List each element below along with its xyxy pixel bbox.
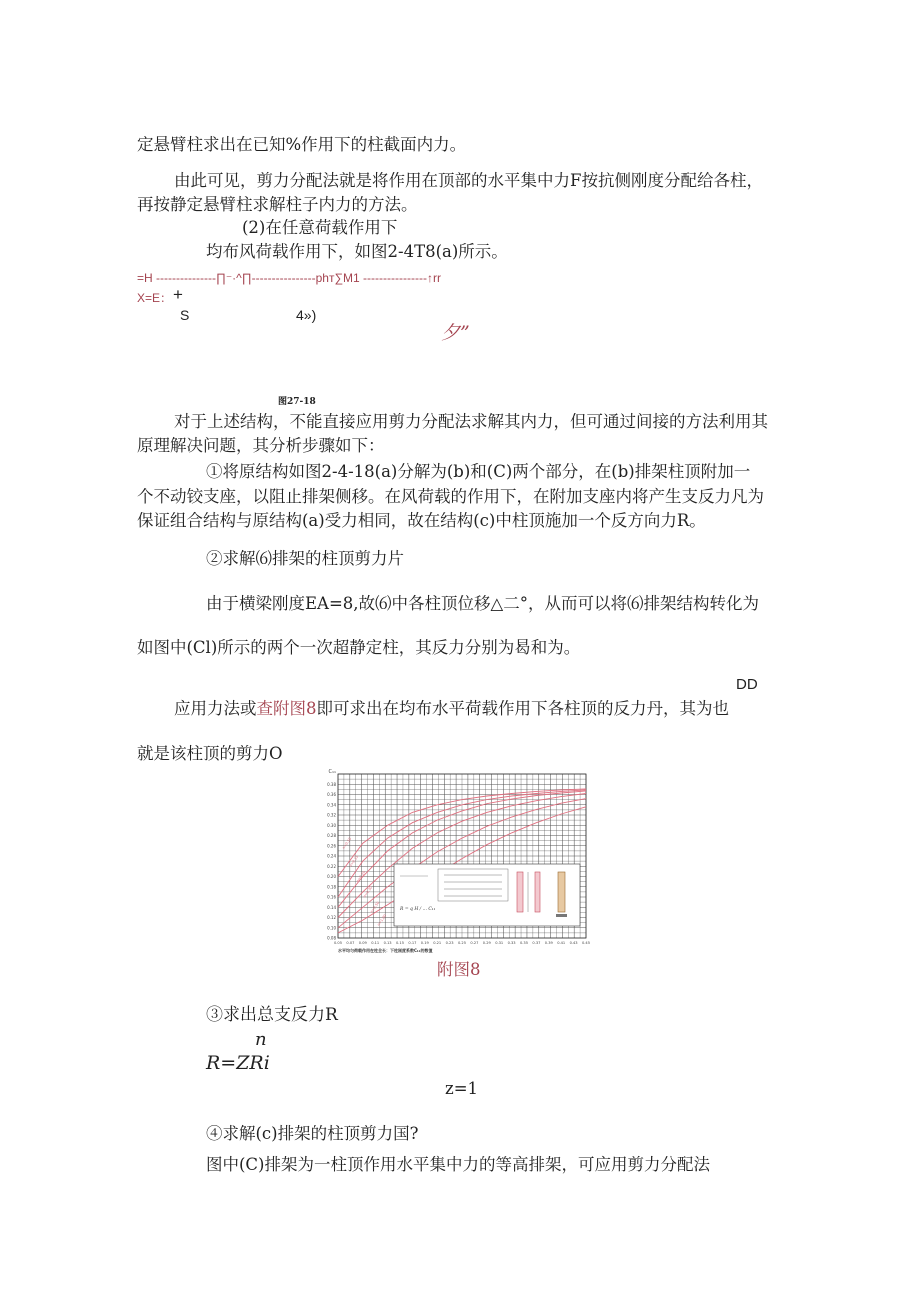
x-tick-label: 0.43 <box>569 941 578 945</box>
chart-svg <box>318 768 594 956</box>
x-tick-label: 0.17 <box>408 941 417 945</box>
text-line-5: 均布风荷载作用下，如图2-4T8(a)所示。 <box>206 242 508 261</box>
inset-column-3 <box>558 872 565 912</box>
section-heading-2: (2)在任意荷载作用下 <box>242 218 398 237</box>
step-3a-pre: 应用力法或 <box>174 699 257 718</box>
formula-n: n <box>255 1029 267 1050</box>
series-label: n=0.50 <box>369 900 381 914</box>
y-tick-label: 0.30 <box>327 822 336 828</box>
x-tick-label: 0.35 <box>519 941 529 945</box>
y-tick-label: 0.20 <box>327 874 336 879</box>
x-tick-label: 0.33 <box>507 941 516 945</box>
x-tick-label: 0.15 <box>395 941 405 945</box>
x-tick-label: 0.45 <box>581 941 591 945</box>
x-tick-label: 0.31 <box>495 941 504 945</box>
x-tick-label: 0.39 <box>544 941 553 945</box>
y-tick-label: 0.26 <box>327 843 336 849</box>
step-6: 图中(C)排架为一柱顶作用水平集中力的等高排架，可应用剪力分配法 <box>206 1155 710 1174</box>
y-tick-label: 0.28 <box>327 833 336 838</box>
inset-column-2 <box>535 872 540 912</box>
step-4: ③求出总支反力R <box>206 1005 338 1025</box>
garbled-line-1: =H ---------------∏⁻·^∏----------------phт∑M1 ----------------↑rr <box>137 271 441 285</box>
x-tick-label: 0.29 <box>482 941 491 945</box>
inset-column-1 <box>517 872 523 912</box>
y-axis-label: C₁₁ <box>328 769 336 775</box>
x-tick-label: 0.37 <box>532 941 541 945</box>
series-label: n=0.10 <box>341 836 353 850</box>
inset-support <box>556 914 567 917</box>
y-tick-label: 0.38 <box>327 781 336 787</box>
y-tick-label: 0.24 <box>327 853 336 859</box>
garbled-line-2b: + <box>173 285 183 304</box>
y-tick-label: 0.16 <box>327 894 336 900</box>
y-tick-label: 0.18 <box>327 884 336 890</box>
y-tick-label: 0.32 <box>327 812 336 818</box>
figure-label: 图27-18 <box>278 397 316 407</box>
y-tick-label: 0.36 <box>327 792 336 797</box>
series-label: n=0.30 <box>362 885 374 899</box>
figure-8-caption: 附图8 <box>437 960 481 979</box>
y-tick-label: 0.22 <box>327 863 336 869</box>
garbled-line-2a: X=E： <box>137 291 173 305</box>
y-tick-label: 0.10 <box>327 925 336 931</box>
x-tick-label: 0.25 <box>457 941 467 945</box>
x-tick-label: 0.13 <box>383 941 392 945</box>
para-1a: 对于上述结构，不能直接应用剪力分配法求解其内力，但可通过间接的方法利用其 <box>174 412 768 431</box>
dd-mark: DD <box>736 676 758 693</box>
step-3b: 就是该柱顶的剪力O <box>137 744 283 763</box>
step-1c: 保证组合结构与原结构(a)受力相同，故在结构(c)中柱顶施加一个反方向力R。 <box>137 511 706 530</box>
step-3a-post: 即可求出在均布水平荷载作用下各柱顶的反力丹，其为也 <box>316 699 729 718</box>
para-1b: 原理解决问题，其分析步骤如下： <box>137 436 385 455</box>
step-2: ②求解⑹排架的柱顶剪力片 <box>206 549 404 568</box>
x-tick-label: 0.27 <box>470 941 479 945</box>
x-tick-label: 0.21 <box>433 941 442 945</box>
inset-formula-text: R = q H / ... C₁₁ <box>400 907 436 912</box>
step-1a: ①将原结构如图2-4-18(a)分解为(b)和(C)两个部分，在(b)排架柱顶附加一 <box>206 462 751 481</box>
x-tick-label: 0.11 <box>371 941 380 945</box>
formula-r-sum: R=ZRi <box>206 1052 270 1074</box>
step-3a <box>174 698 729 720</box>
series-label: n=0.15 <box>348 854 360 868</box>
x-tick-label: 0.05 <box>333 941 343 945</box>
garbled-line-4: 夕” <box>441 322 470 344</box>
appendix-figure-link[interactable]: 查附图8 <box>256 699 317 718</box>
formula-index: z=1 <box>445 1079 479 1098</box>
chart-footnote: 水平均匀荷载作用在柱全长：下柱刚度系数C₁₁的数值 <box>338 948 433 953</box>
x-tick-label: 0.19 <box>420 941 429 945</box>
inset-box <box>394 864 580 926</box>
x-tick-label: 0.23 <box>445 941 454 945</box>
text-line-1: 定悬臂柱求出在已知%作用下的柱截面内力。 <box>137 135 467 154</box>
garbled-line-3b: 4») <box>296 307 317 323</box>
series-label: n=0.20 <box>355 870 367 884</box>
step-2a: 由于横梁刚度EA=8,故⑹中各柱顶位移△二°，从而可以将⑹排架结构转化为 <box>206 594 759 613</box>
garbled-line-3a: S <box>180 307 190 323</box>
y-tick-label: 0.08 <box>327 935 336 941</box>
y-tick-label: 0.14 <box>327 904 336 910</box>
y-tick-label: 0.34 <box>327 802 336 808</box>
x-tick-label: 0.09 <box>358 941 367 945</box>
text-line-2: 由此可见，剪力分配法就是将作用在顶部的水平集中力F按抗侧刚度分配给各柱， <box>174 171 763 190</box>
appendix-figure-8 <box>318 768 594 956</box>
x-tick-label: 0.07 <box>346 941 355 945</box>
step-2b: 如图中(Cl)所示的两个一次超静定柱，其反力分别为曷和为。 <box>137 638 581 657</box>
step-5: ④求解(c)排架的柱顶剪力国? <box>206 1124 419 1143</box>
text-line-3: 再按静定悬臂柱求解柱子内力的方法。 <box>137 195 418 214</box>
step-1b: 个不动铰支座，以阻止排架侧移。在风荷载的作用下，在附加支座内将产生支反力凡为 <box>137 487 764 506</box>
series-label: n=1.00 <box>376 913 388 927</box>
y-tick-label: 0.12 <box>327 915 336 920</box>
x-tick-label: 0.41 <box>557 941 566 945</box>
